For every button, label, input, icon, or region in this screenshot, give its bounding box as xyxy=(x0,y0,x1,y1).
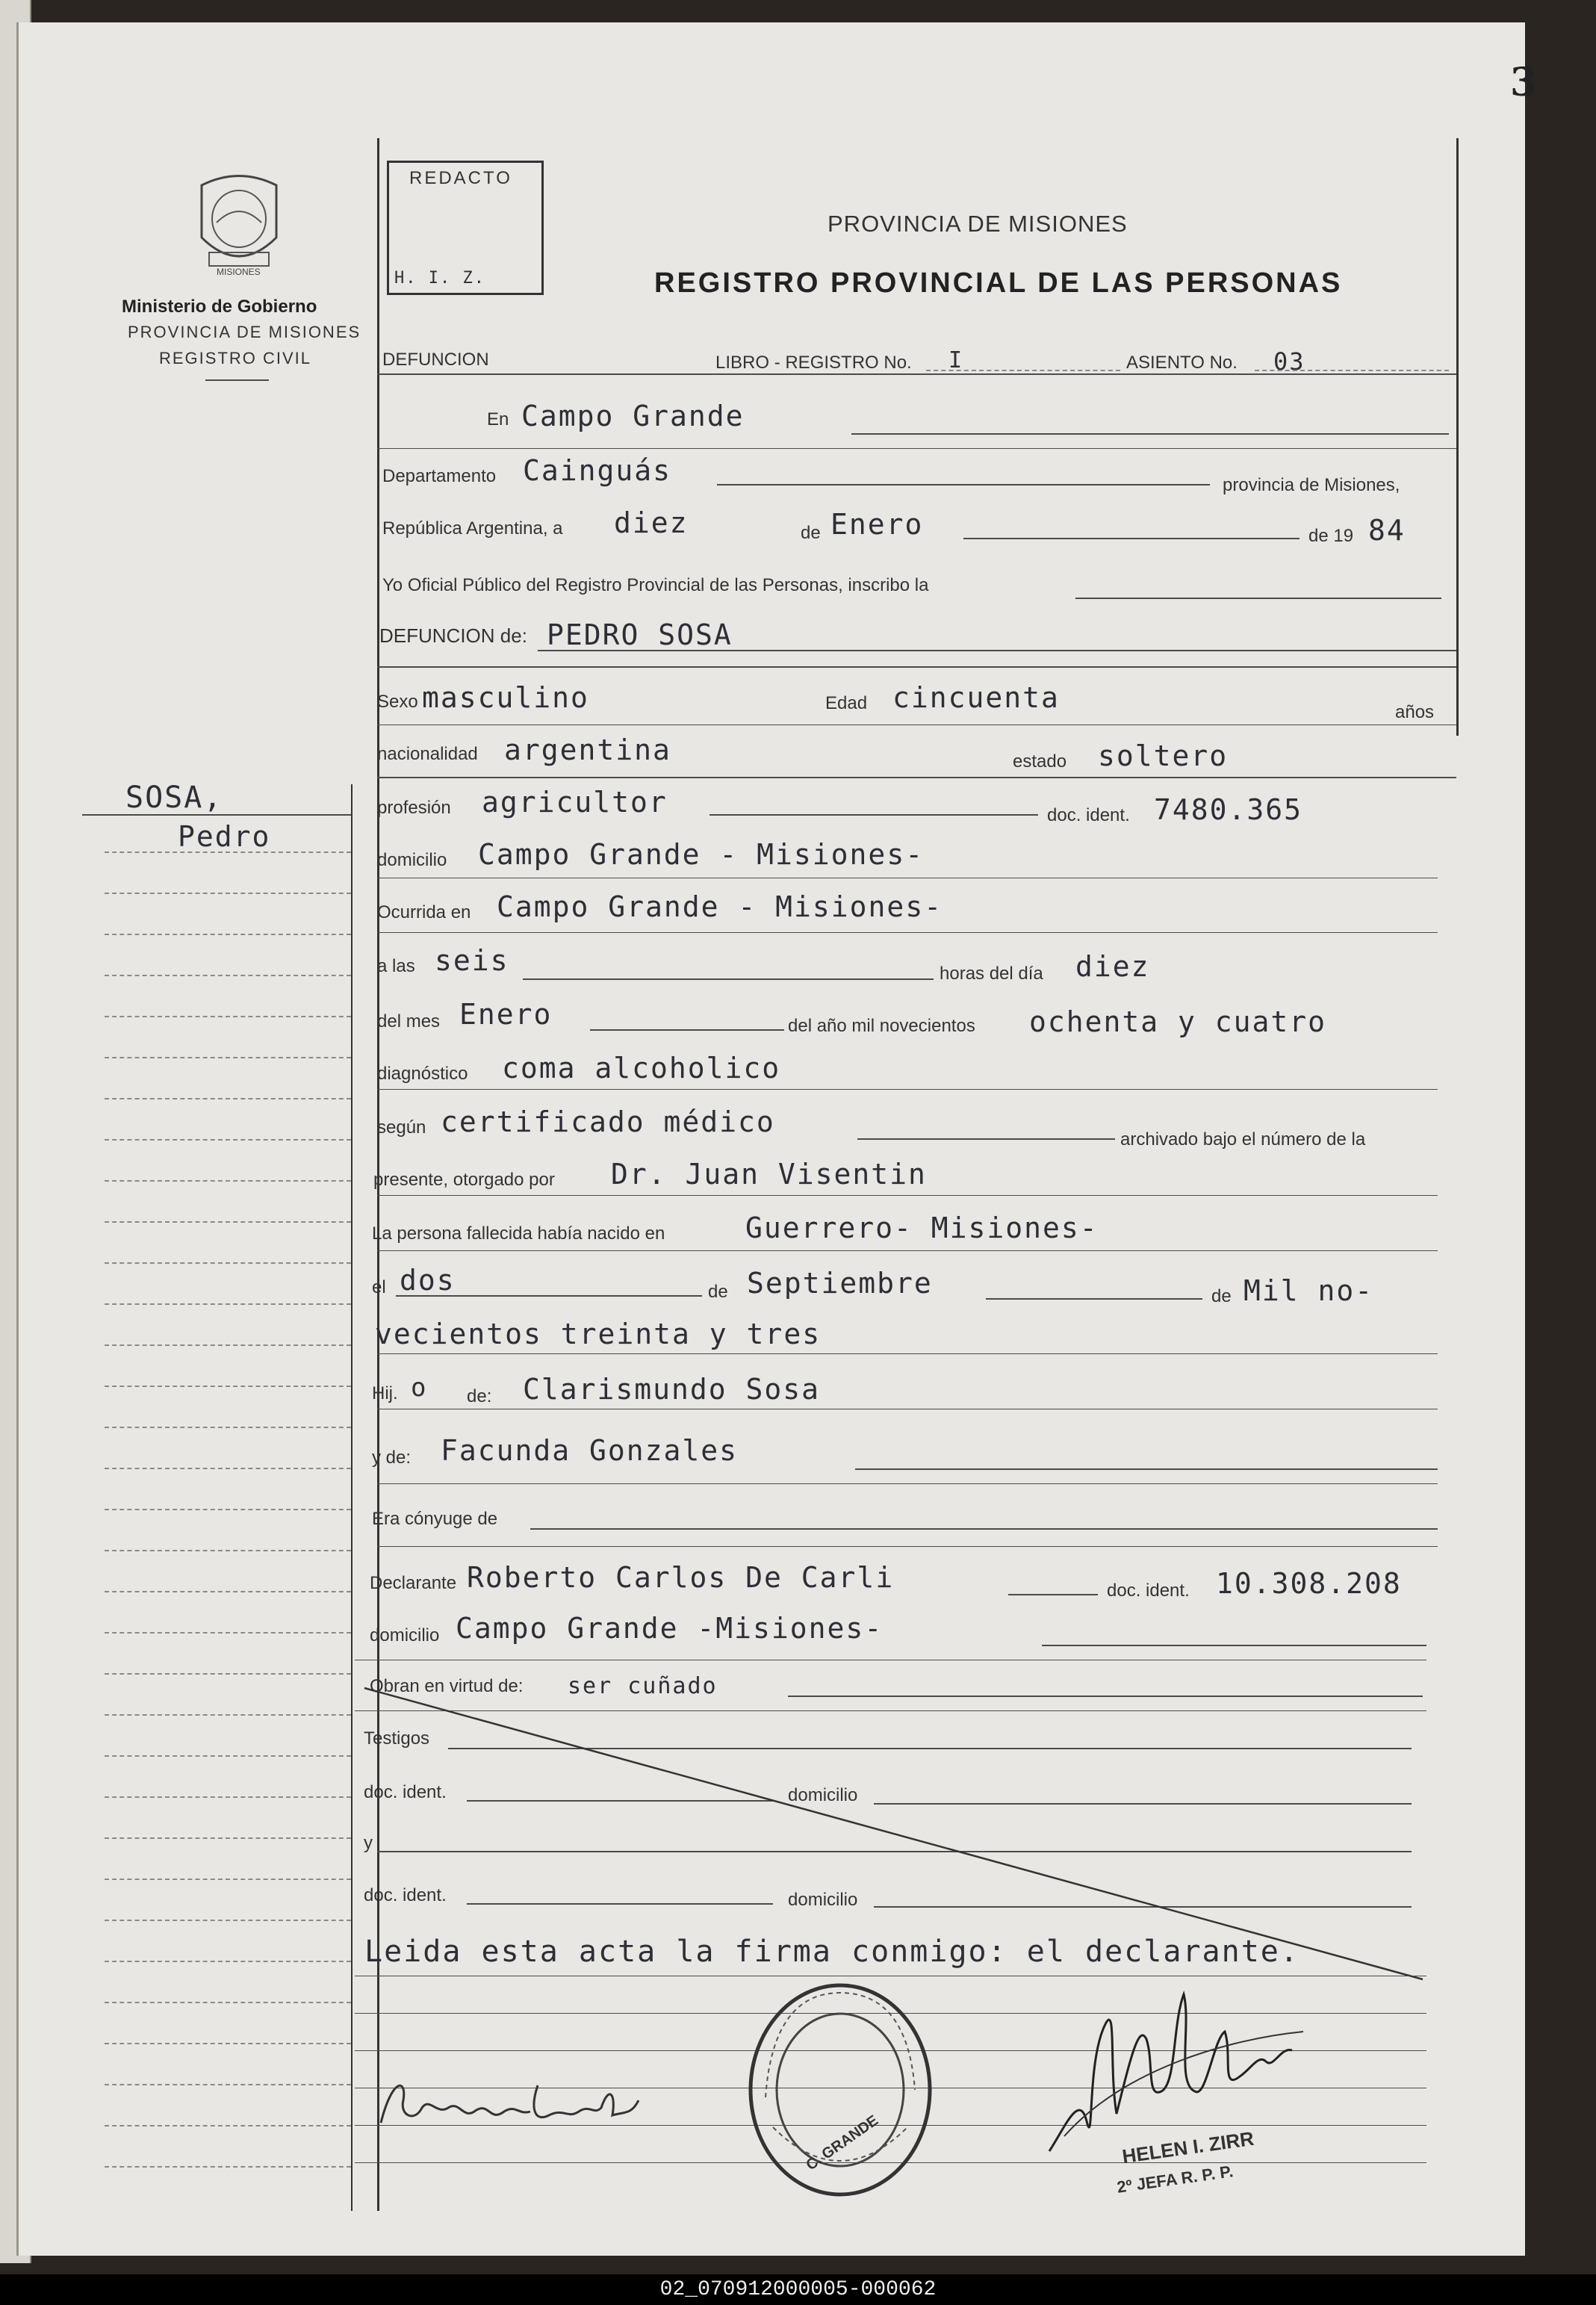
ministry-name: Ministerio de Gobierno xyxy=(122,297,317,317)
diagnostico-label: diagnóstico xyxy=(377,1064,468,1084)
horas-label: horas del día xyxy=(940,964,1043,984)
profesion-value: agricultor xyxy=(482,786,668,819)
doc1-label: doc. ident. xyxy=(364,1782,447,1802)
presente-value: Dr. Juan Visentin xyxy=(611,1158,927,1191)
margin-line-17 xyxy=(105,1468,351,1469)
conyuge-label: Era cónyuge de xyxy=(372,1509,498,1529)
margin-line-16 xyxy=(105,1427,351,1428)
province-title: PROVINCIA DE MISIONES xyxy=(828,211,1128,237)
stamp-inner-text: C. GRANDE xyxy=(803,2112,882,2174)
nacionalidad-label: nacionalidad xyxy=(377,744,478,764)
libro-label: LIBRO - REGISTRO No. xyxy=(715,353,912,373)
birth-year-continuation: vecientos treinta y tres xyxy=(375,1318,822,1350)
segun-value: certificado médico xyxy=(441,1105,775,1138)
nacido-value: Guerrero- Misiones- xyxy=(745,1212,1099,1244)
margin-line-12 xyxy=(105,1262,351,1264)
margin-line-3 xyxy=(105,893,351,894)
margin-line-22 xyxy=(105,1673,351,1675)
margin-line-33 xyxy=(105,2125,351,2126)
libro-value: I xyxy=(948,347,964,373)
el-label: el xyxy=(372,1277,386,1297)
dom2-label: domicilio xyxy=(788,1890,858,1910)
margin-line-7 xyxy=(105,1057,351,1058)
nacionalidad-value: argentina xyxy=(504,733,671,766)
delmes-value: Enero xyxy=(459,998,553,1031)
margin-line-10 xyxy=(105,1180,351,1182)
depto-value: Cainguás xyxy=(523,454,672,487)
margin-line-29 xyxy=(105,1961,351,1962)
obran-label: Obran en virtud de: xyxy=(370,1676,524,1696)
de3-value: Mil no- xyxy=(1243,1274,1374,1307)
margin-line-30 xyxy=(105,2002,351,2003)
republica-label: República Argentina, a xyxy=(382,518,563,539)
margin-given: Pedro xyxy=(178,820,271,853)
margin-line-23 xyxy=(105,1714,351,1716)
asiento-value: 03 xyxy=(1273,347,1305,376)
margin-line-26 xyxy=(105,1837,351,1839)
day-value: diez xyxy=(614,506,689,539)
en-value: Campo Grande xyxy=(521,400,745,432)
margin-line-32 xyxy=(105,2084,351,2085)
official-name: HELEN I. ZIRR xyxy=(1120,2126,1255,2168)
de2-label: de xyxy=(708,1282,728,1302)
archivado-label: archivado bajo el número de la xyxy=(1120,1129,1366,1150)
year-value: 84 xyxy=(1368,514,1406,547)
anomil-label: del año mil novecientos xyxy=(788,1016,975,1036)
margin-line-13 xyxy=(105,1303,351,1305)
official-stamp xyxy=(743,1978,937,2206)
redacto-label: REDACTO xyxy=(409,168,512,188)
registry-title: REGISTRO PROVINCIAL DE LAS PERSONAS xyxy=(654,267,1343,299)
defuncion-value: PEDRO SOSA xyxy=(547,618,733,651)
depto-label: Departamento xyxy=(382,466,497,486)
sexo-label: Sexo xyxy=(377,692,418,712)
margin-line-28 xyxy=(105,1920,351,1921)
ministry-province: PROVINCIA DE MISIONES xyxy=(128,323,361,341)
decl-dom-label: domicilio xyxy=(370,1625,440,1645)
domicilio-value: Campo Grande - Misiones- xyxy=(478,838,925,871)
profesion-label: profesión xyxy=(377,798,451,818)
dom1-label: domicilio xyxy=(788,1785,858,1805)
image-id-footer: 02_070912000005-000062 xyxy=(0,2274,1596,2305)
record-type-label: DEFUNCION xyxy=(382,350,489,370)
docident-label: doc. ident. xyxy=(1047,805,1130,825)
delmes-label: del mes xyxy=(377,1011,441,1031)
anomil-value: ochenta y cuatro xyxy=(1029,1005,1327,1038)
ocurrida-value: Campo Grande - Misiones- xyxy=(497,890,943,923)
hij-label: Hij. xyxy=(372,1383,398,1403)
estado-value: soltero xyxy=(1098,739,1229,772)
margin-line-8 xyxy=(105,1098,351,1099)
edad-label: Edad xyxy=(825,693,868,713)
y-label: y xyxy=(364,1833,373,1853)
declarante-value: Roberto Carlos De Carli xyxy=(467,1561,895,1594)
margin-line-14 xyxy=(105,1344,351,1346)
margin-line-34 xyxy=(105,2166,351,2168)
obran-value: ser cuñado xyxy=(568,1673,718,1699)
month-value: Enero xyxy=(830,508,924,541)
decl-doc-label: doc. ident. xyxy=(1107,1580,1190,1601)
presente-label: presente, otorgado por xyxy=(373,1170,555,1190)
edad-value: cincuenta xyxy=(892,681,1060,714)
de19-label: de 19 xyxy=(1308,526,1354,546)
sexo-value: masculino xyxy=(422,681,589,714)
margin-line-15 xyxy=(105,1386,351,1387)
margin-line-4 xyxy=(105,934,351,935)
margin-line-19 xyxy=(105,1550,351,1551)
margin-line-11 xyxy=(105,1221,351,1223)
declarante-label: Declarante xyxy=(370,1573,457,1593)
decl-doc-value: 10.308.208 xyxy=(1216,1567,1402,1600)
margin-line-31 xyxy=(105,2043,351,2044)
estado-label: estado xyxy=(1013,751,1067,772)
nacido-label: La persona fallecida había nacido en xyxy=(372,1223,665,1244)
domicilio-label: domicilio xyxy=(377,850,447,870)
diagnostico-value: coma alcoholico xyxy=(502,1052,781,1085)
leida-text: Leida esta acta la firma conmigo: el declarante. xyxy=(364,1935,1300,1969)
declarant-signature xyxy=(377,2070,646,2141)
testigos-label: Testigos xyxy=(364,1728,430,1749)
page-number: 3 xyxy=(1510,60,1538,105)
margin-line-6 xyxy=(105,1016,351,1017)
de2-value: Septiembre xyxy=(747,1267,933,1300)
hij-suffix: o xyxy=(411,1373,428,1403)
margin-line-27 xyxy=(105,1879,351,1880)
alas-value: seis xyxy=(435,944,509,977)
el-value: dos xyxy=(400,1264,456,1297)
oficial-text: Yo Oficial Público del Registro Provincial de las Personas, inscribo la xyxy=(382,575,929,595)
doc2-label: doc. ident. xyxy=(364,1885,447,1905)
yde-value: Facunda Gonzales xyxy=(441,1434,739,1467)
margin-line-9 xyxy=(105,1139,351,1141)
ministry-registry: REGISTRO CIVIL xyxy=(159,349,312,367)
margin-line-25 xyxy=(105,1796,351,1798)
alas-label: a las xyxy=(377,956,415,976)
docident-value: 7480.365 xyxy=(1154,793,1303,826)
de3-label: de xyxy=(1211,1286,1232,1306)
margin-line-5 xyxy=(105,975,351,976)
decl-dom-value: Campo Grande -Misiones- xyxy=(456,1612,884,1645)
hij-de-label: de: xyxy=(467,1386,492,1406)
emblem-motto: MISIONES xyxy=(217,267,261,277)
margin-line-24 xyxy=(105,1755,351,1757)
provincia-label: provincia de Misiones, xyxy=(1223,475,1400,495)
de1-label: de xyxy=(801,523,821,543)
margin-line-20 xyxy=(105,1591,351,1592)
ocurrida-label: Ocurrida en xyxy=(377,902,471,922)
en-label: En xyxy=(487,409,509,429)
hij-value: Clarismundo Sosa xyxy=(523,1373,821,1406)
defuncion-label: DEFUNCION de: xyxy=(379,624,527,647)
asiento-label: ASIENTO No. xyxy=(1126,353,1238,373)
official-title: 2º JEFA R. P. P. xyxy=(1115,2162,1235,2197)
margin-line-18 xyxy=(105,1509,351,1510)
yde-label: y de: xyxy=(372,1448,412,1468)
margin-line-21 xyxy=(105,1632,351,1634)
redacto-initials: H. I. Z. xyxy=(394,269,485,288)
margin-line-2 xyxy=(105,851,351,853)
horas-value: diez xyxy=(1075,950,1150,983)
segun-label: según xyxy=(377,1117,426,1138)
anos-label: años xyxy=(1395,702,1435,722)
margin-surname: SOSA, xyxy=(125,781,223,815)
